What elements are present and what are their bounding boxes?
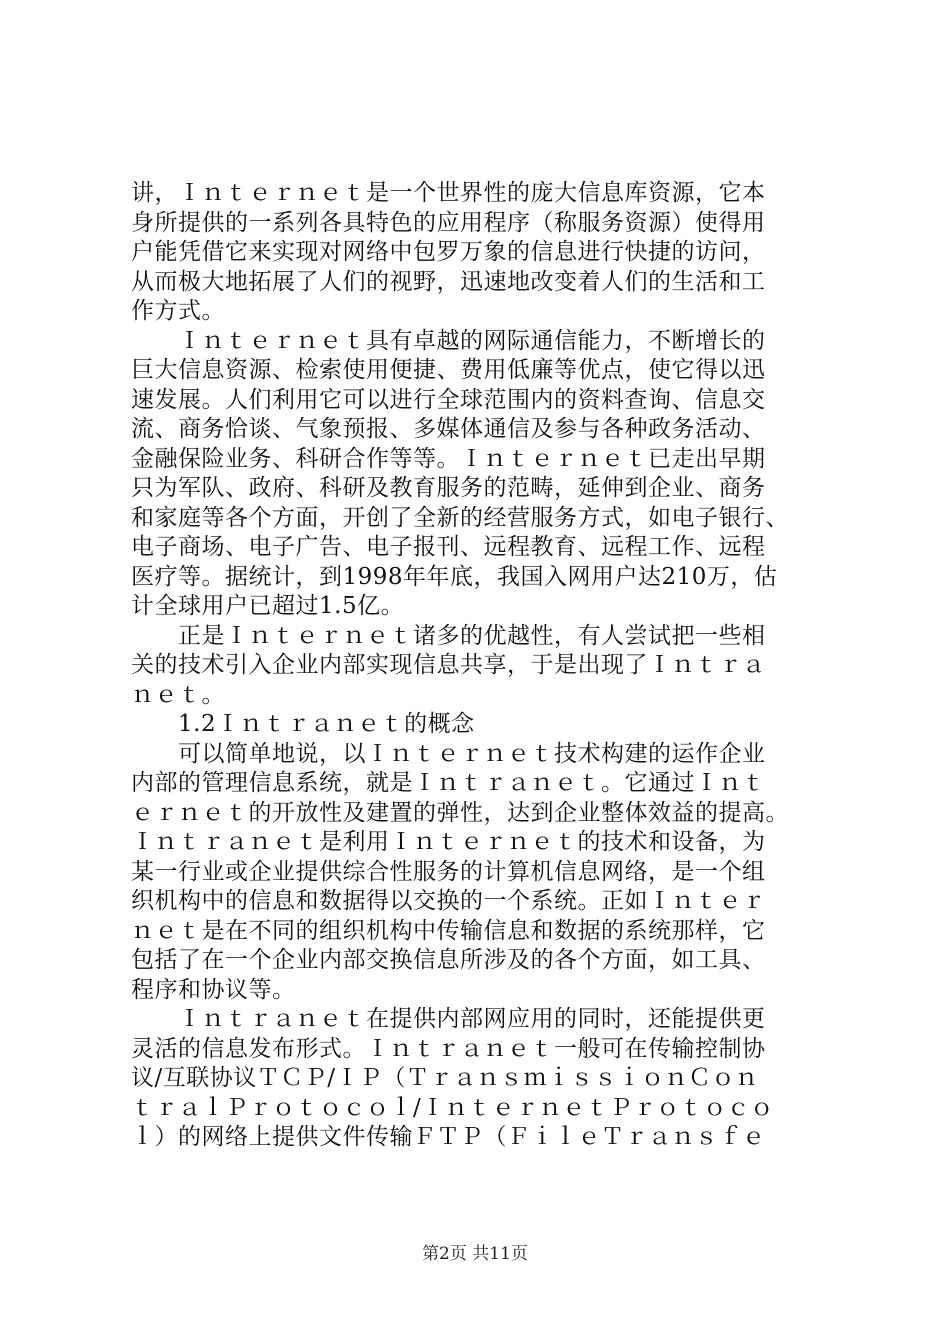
text-line: 巨大信息资源、检索使用便捷、费用低廉等优点，使它得以迅 [131,357,766,383]
text-line: Ｉｎｔｒａｎｅｔ在提供内部网应用的同时，还能提供更 [131,1006,766,1032]
text-line: ｎｅｔ。 [131,681,225,708]
text-line: 关的技术引入企业内部实现信息共享，于是出现了Ｉｎｔｒａ [131,652,766,678]
text-line: 某一行业或企业提供综合性服务的计算机信息网络，是一个组 [131,858,766,885]
text-line: ｔｒａｌＰｒｏｔｏｃｏｌ/ＩｎｔｅｒｎｅｔＰｒｏｔｏｃｏ [131,1094,774,1121]
text-line: 从而极大地拓展了人们的视野，迅速地改变着人们的生活和工 [131,268,766,295]
text-line: 织机构中的信息和数据得以交换的一个系统。正如Ｉｎｔｅｒ [131,888,766,914]
text-line: 计全球用户已超过1.5亿。 [131,593,405,619]
text-line: 包括了在一个企业内部交换信息所涉及的各个方面，如工具、 [131,947,766,973]
page-footer: 第2页 共11页 [422,1244,528,1264]
text-line: 讲，Ｉｎｔｅｒｎｅｔ是一个世界性的庞大信息库资源，它本 [131,180,766,206]
text-line: 速发展。人们利用它可以进行全球范围内的资料查询、信息交 [131,386,766,413]
text-line: 作方式。 [131,298,225,324]
text-line: 内部的管理信息系统，就是Ｉｎｔｒａｎｅｔ。它通过Ｉｎｔ [131,770,766,796]
text-line: 电子商场、电子广告、电子报刊、远程教育、远程工作、远程 [131,534,766,560]
text-line: 只为军队、政府、科研及教育服务的范畴，延伸到企业、商务 [131,475,766,501]
text-line: 程序和协议等。 [131,976,296,1003]
text-line: ｎｅｔ是在不同的组织机构中传输信息和数据的系统那样，它 [131,917,766,944]
text-line: 医疗等。据统计，到1998年年底，我国入网用户达210万，估 [131,563,778,590]
text-line: 1.2Ｉｎｔｒａｎｅｔ的概念 [131,711,475,737]
text-line: 灵活的信息发布形式。Ｉｎｔｒａｎｅｔ一般可在传输控制协 [131,1035,766,1062]
text-line: 户能凭借它来实现对网络中包罗万象的信息进行快捷的访问， [131,239,766,265]
text-line: Ｉｎｔｒａｎｅｔ是利用Ｉｎｔｅｒｎｅｔ的技术和设备，为 [131,829,766,855]
text-line: ｌ）的网络上提供文件传输ＦＴＰ（ＦｉｌｅＴｒａｎｓｆｅ [131,1124,766,1150]
text-line: 议/互联协议ＴＣＰ/ＩＰ（ＴｒａｎｓｍｉｓｓｉｏｎＣｏｎ [131,1065,759,1091]
text-line: ｅｒｎｅｔ的开放性及建置的弹性，达到企业整体效益的提高。 [131,799,789,826]
text-line: 正是Ｉｎｔｅｒｎｅｔ诸多的优越性，有人尝试把一些相 [131,622,766,649]
text-line: 可以简单地说，以Ｉｎｔｅｒｎｅｔ技术构建的运作企业 [131,740,766,767]
text-line: 和家庭等各个方面，开创了全新的经营服务方式，如电子银行、 [131,504,789,531]
text-line: 金融保险业务、科研合作等等。Ｉｎｔｅｒｎｅｔ已走出早期 [131,445,766,472]
text-line: 身所提供的一系列各具特色的应用程序（称服务资源）使得用 [131,209,766,236]
text-line: Ｉｎｔｅｒｎｅｔ具有卓越的网际通信能力，不断增长的 [131,327,766,354]
text-line: 流、商务恰谈、气象预报、多媒体通信及参与各种政务活动、 [131,416,766,442]
